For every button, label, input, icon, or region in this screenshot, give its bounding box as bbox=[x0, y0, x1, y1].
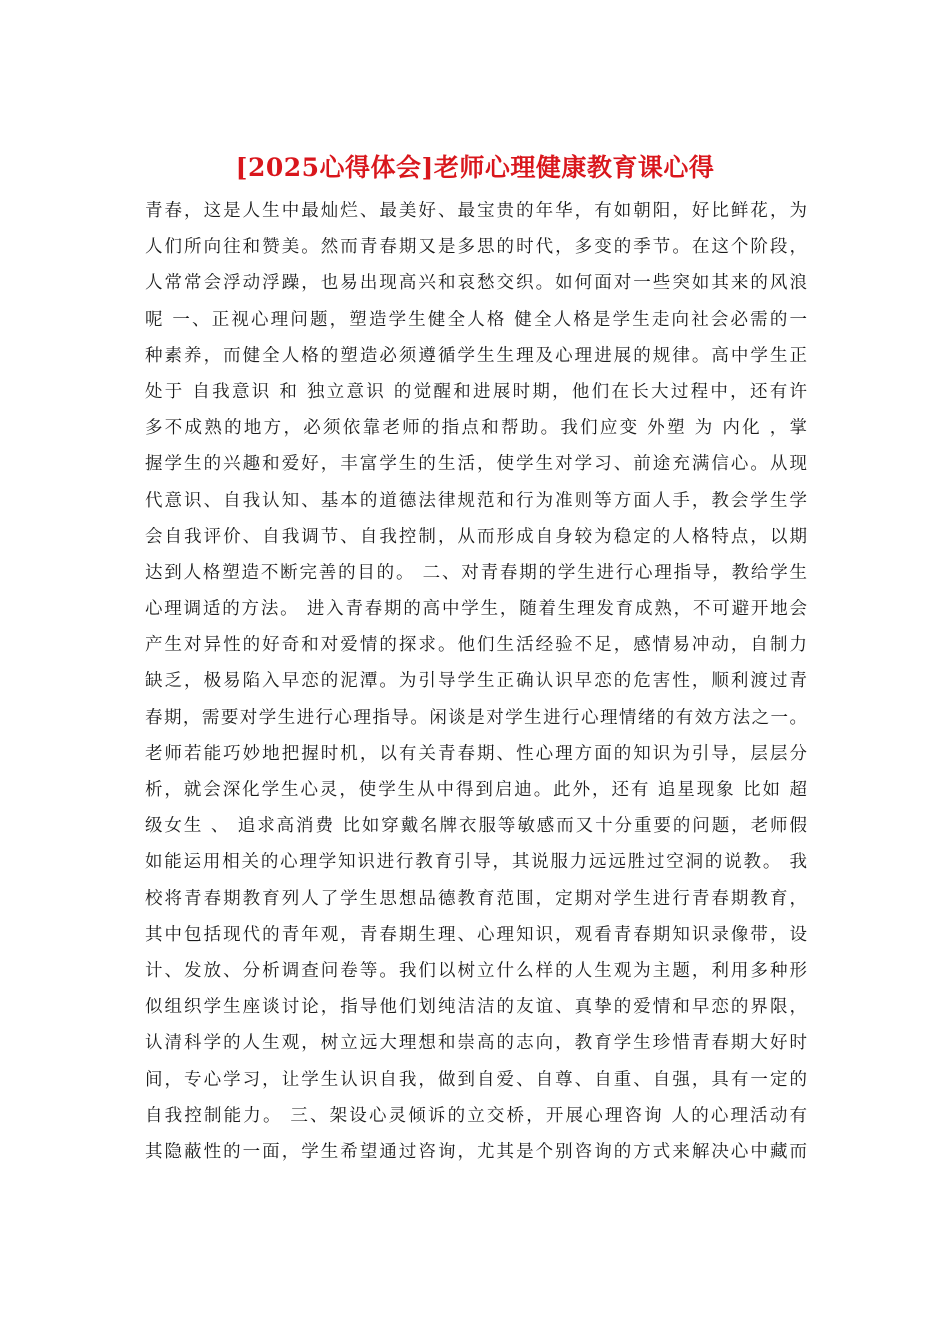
body-line: 青春，这是人生中最灿烂、最美好、最宝贵的年华，有如朝阳，好比鲜花，为 bbox=[145, 201, 807, 221]
body-line: 心理调适的方法。 进入青春期的高中学生，随着生理发育成熟，不可避开地会 bbox=[145, 599, 807, 620]
body-line: 其中包括现代的青年观，青春期生理、心理知识，观看青春期知识录像带，设 bbox=[145, 924, 807, 945]
document-title: [2025心得体会]老师心理健康教育课心得 bbox=[235, 153, 715, 182]
body-line: 缺乏，极易陷入早恋的泥潭。为引导学生正确认识早恋的危害性，顺利渡过青 bbox=[145, 671, 807, 692]
body-line: 达到人格塑造不断完善的目的。 二、对青春期的学生进行心理指导，教给学生 bbox=[145, 562, 807, 583]
body-line: 间，专心学习，让学生认识自我，做到自爱、自尊、自重、自强，具有一定的 bbox=[145, 1069, 807, 1090]
body-line: 析，就会深化学生心灵，使学生从中得到启迪。此外，还有 追星现象 比如 超 bbox=[145, 780, 807, 800]
body-line: 呢 一、正视心理问题，塑造学生健全人格 健全人格是学生走向社会必需的一 bbox=[145, 309, 807, 330]
body-line: 其隐蔽性的一面，学生希望通过咨询，尤其是个别咨询的方式来解决心中藏而 bbox=[145, 1141, 807, 1162]
document-body bbox=[145, 193, 807, 1170]
body-line: 春期，需要对学生进行心理指导。闲谈是对学生进行心理情绪的有效方法之一。 bbox=[145, 707, 807, 728]
body-line: 老师若能巧妙地把握时机，以有关青春期、性心理方面的知识为引导，层层分 bbox=[145, 743, 807, 764]
body-line: 如能运用相关的心理学知识进行教育引导，其说服力远远胜过空洞的说教。 我 bbox=[145, 852, 807, 873]
body-line: 握学生的兴趣和爱好，丰富学生的生活，使学生对学习、前途充满信心。从现 bbox=[145, 454, 807, 475]
body-line: 处于 自我意识 和 独立意识 的觉醒和进展时期，他们在长大过程中，还有许 bbox=[145, 381, 807, 402]
body-line: 会自我评价、自我调节、自我控制，从而形成自身较为稳定的人格特点，以期 bbox=[145, 526, 807, 547]
body-line: 种素养，而健全人格的塑造必须遵循学生生理及心理进展的规律。高中学生正 bbox=[145, 345, 807, 366]
body-line: 级女生 、 追求高消费 比如穿戴名牌衣服等敏感而又十分重要的问题，老师假 bbox=[145, 816, 807, 837]
body-line: 多不成熟的地方，必须依靠老师的指点和帮助。我们应变 外塑 为 内化 ，掌 bbox=[145, 418, 807, 439]
body-line: 似组织学生座谈讨论，指导他们划纯洁洁的友谊、真挚的爱情和早恋的界限， bbox=[145, 997, 807, 1018]
body-line: 校将青春期教育列人了学生思想品德教育范围，定期对学生进行青春期教育， bbox=[145, 888, 807, 909]
body-line: 人常常会浮动浮躁，也易出现高兴和哀愁交织。如何面对一些突如其来的风浪 bbox=[145, 273, 807, 294]
body-line: 自我控制能力。 三、架设心灵倾诉的立交桥，开展心理咨询 人的心理活动有 bbox=[145, 1105, 807, 1126]
body-line: 代意识、自我认知、基本的道德法律规范和行为准则等方面人手，教会学生学 bbox=[145, 490, 807, 511]
body-line: 人们所向往和赞美。然而青春期又是多思的时代，多变的季节。在这个阶段， bbox=[145, 237, 807, 258]
body-line: 计、发放、分析调查问卷等。我们以树立什么样的人生观为主题，利用多种形 bbox=[145, 960, 807, 981]
body-line: 认清科学的人生观，树立远大理想和崇高的志向，教育学生珍惜青春期大好时 bbox=[145, 1033, 807, 1054]
body-line: 产生对异性的好奇和对爱情的探求。他们生活经验不足，感情易冲动，自制力 bbox=[145, 635, 807, 656]
